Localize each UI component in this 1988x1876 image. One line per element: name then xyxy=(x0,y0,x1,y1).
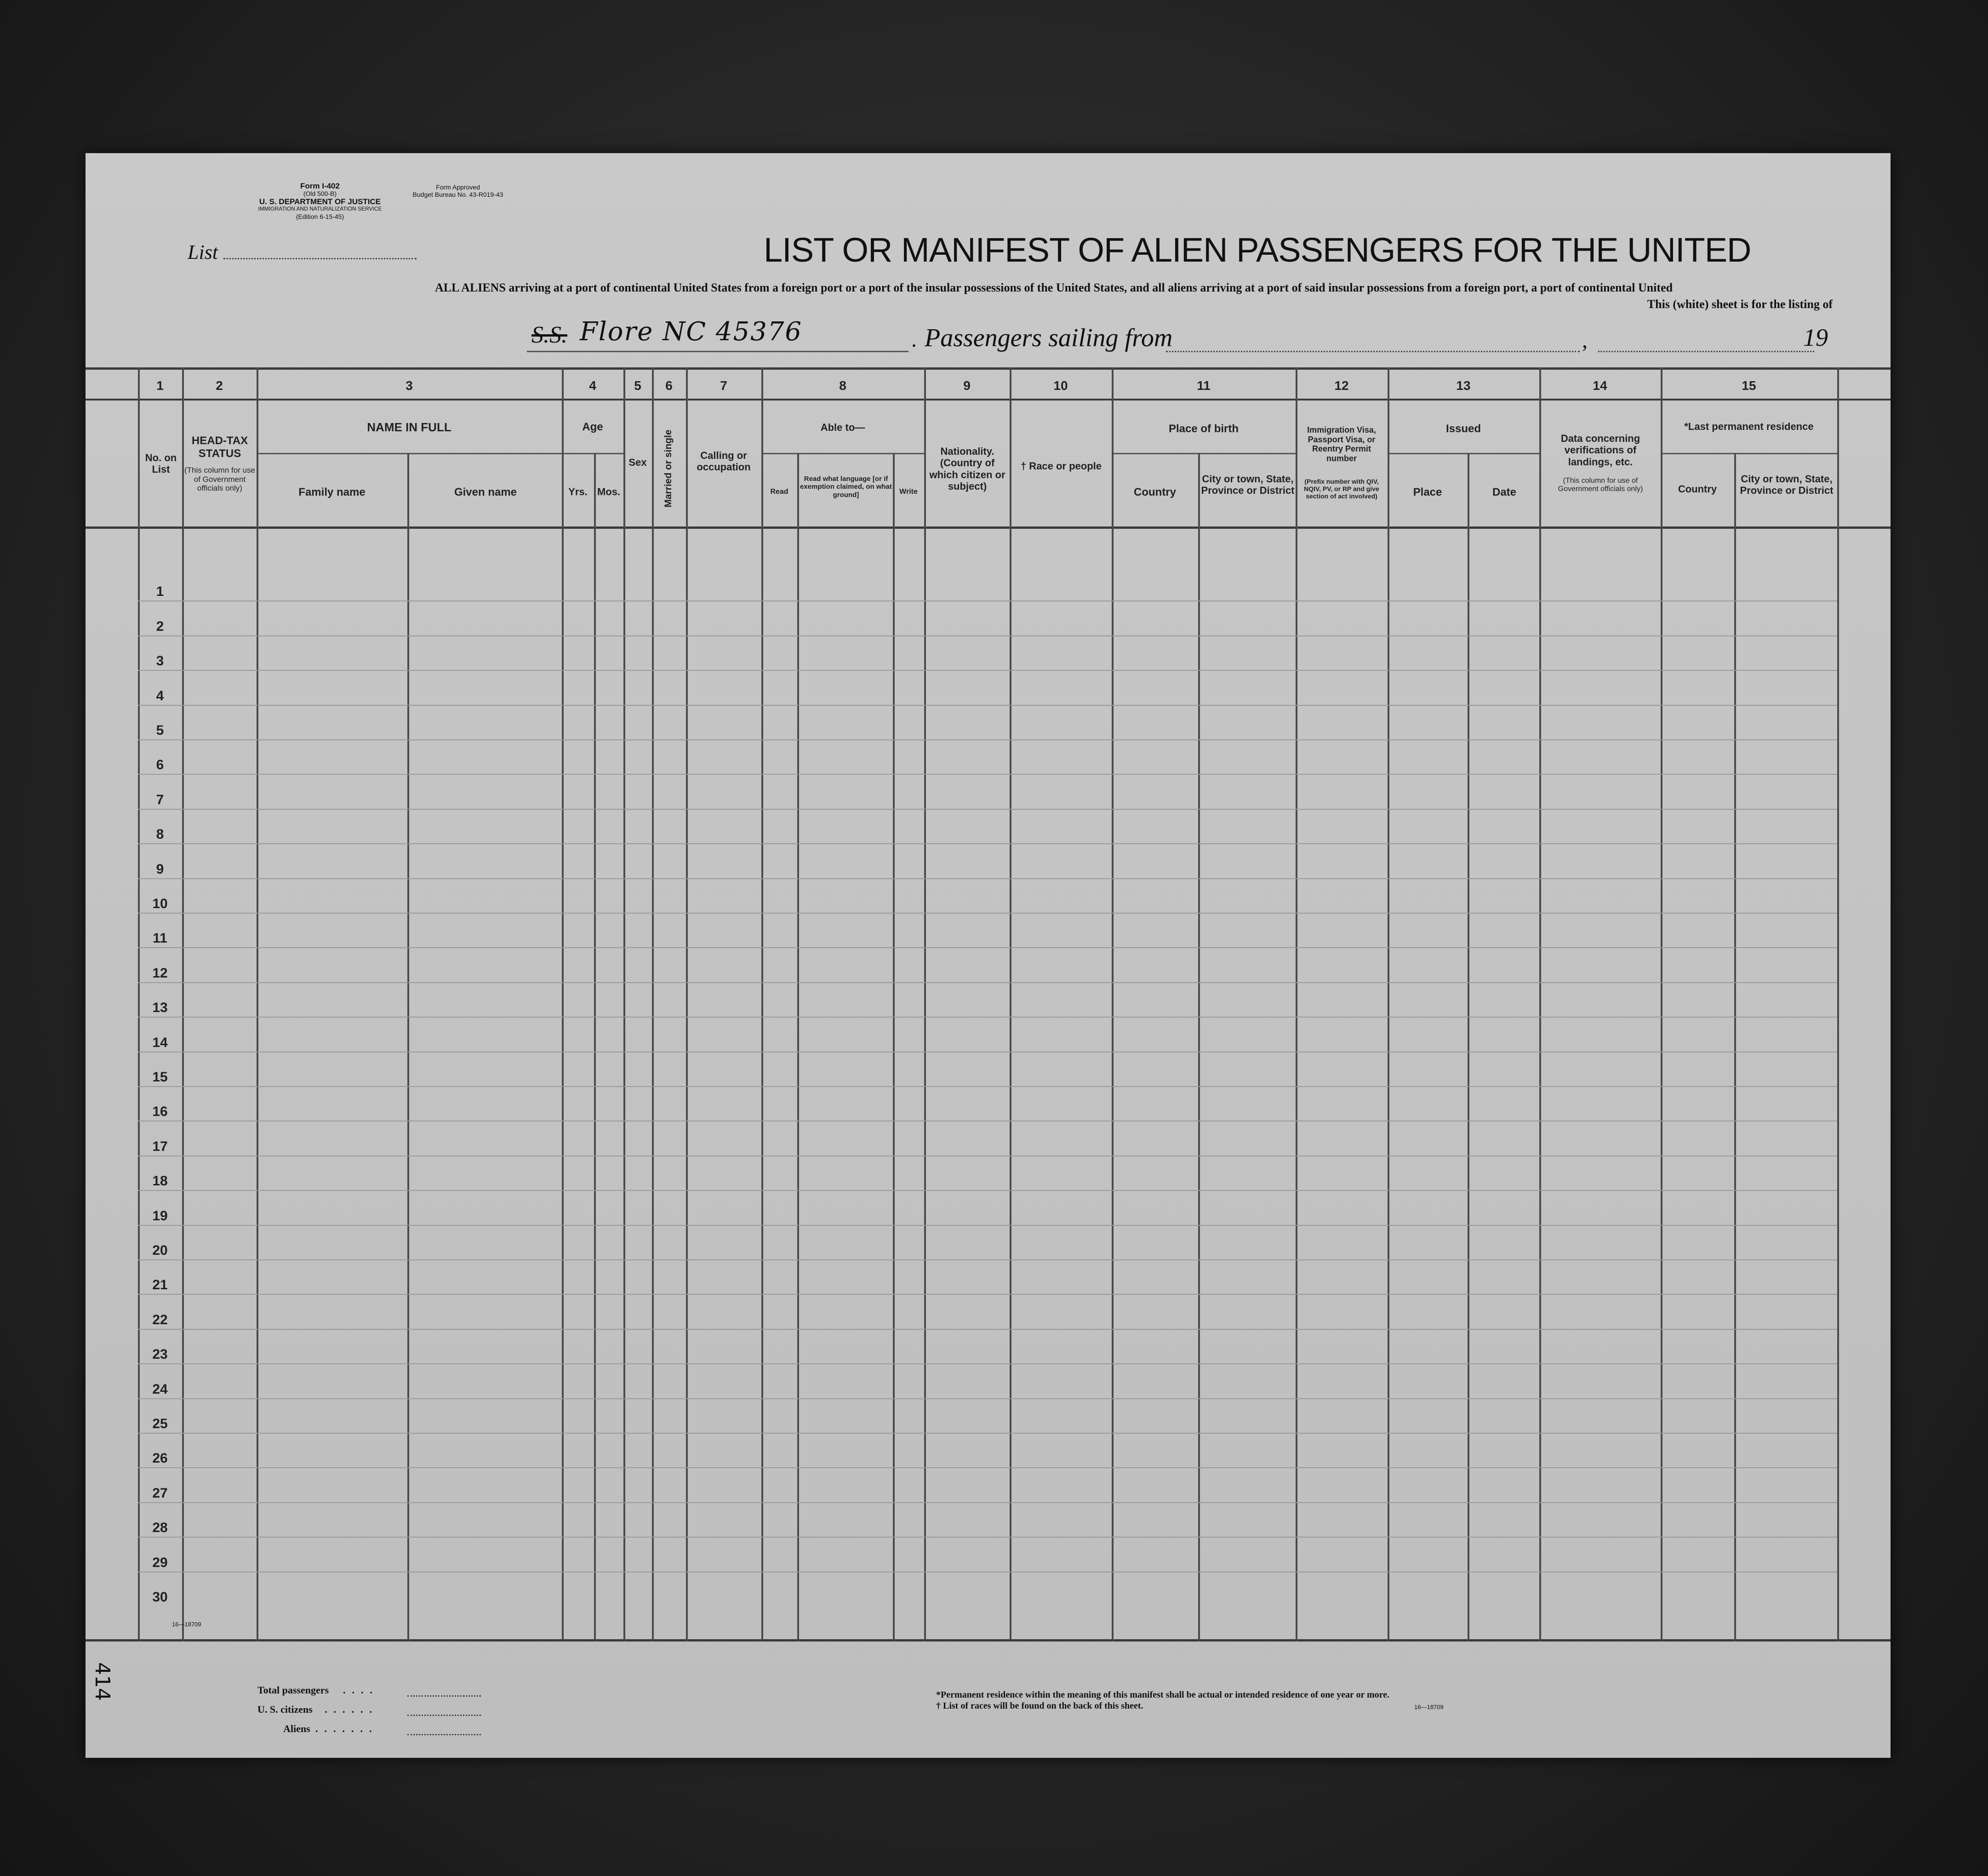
header-read-language: Read what language [or if exemption claimed, on what ground] xyxy=(800,475,892,499)
header-landings: Data concerning verifications of landings, etc. xyxy=(1560,433,1640,468)
header-birth-country: Country xyxy=(1134,486,1176,498)
header-residence-country: Country xyxy=(1678,483,1717,495)
row-rule xyxy=(138,1294,1837,1295)
list-label: List xyxy=(188,241,218,263)
row-number: 4 xyxy=(156,688,164,704)
col-number-12: 12 xyxy=(1334,378,1349,393)
header-age-yrs: Yrs. xyxy=(568,486,588,498)
sailing-from-port-line xyxy=(1166,351,1580,352)
col-line-i xyxy=(686,367,688,1641)
row-number: 19 xyxy=(152,1208,168,1224)
row-rule xyxy=(138,1086,1837,1087)
header-read: Read xyxy=(770,488,788,496)
row-rule xyxy=(138,1433,1837,1434)
col-line-b xyxy=(182,367,184,1641)
col-number-13: 13 xyxy=(1456,378,1471,393)
col-line-e xyxy=(562,367,564,1641)
row-number: 26 xyxy=(152,1451,168,1466)
header-birth-city: City or town, State, Province or District xyxy=(1201,473,1295,497)
row-number: 30 xyxy=(152,1590,168,1605)
row-rule xyxy=(138,1537,1837,1538)
header-issued: Issued xyxy=(1445,423,1481,435)
birth-subheader-rule xyxy=(1112,453,1296,454)
row-number: 11 xyxy=(153,931,167,946)
row-number: 10 xyxy=(152,896,168,911)
col-number-10: 10 xyxy=(1053,378,1068,393)
row-number: 6 xyxy=(156,757,164,773)
header-issued-date: Date xyxy=(1492,486,1517,498)
row-rule xyxy=(138,705,1837,706)
header-landings-note: (This column for use of Government officials only) xyxy=(1558,477,1643,493)
row-number: 5 xyxy=(156,723,164,738)
col-number-14: 14 xyxy=(1593,378,1607,393)
row-rule xyxy=(138,670,1837,671)
row-rule xyxy=(138,913,1837,914)
row-rule xyxy=(138,1155,1837,1156)
form-old-number: (Old 500-B) xyxy=(303,190,337,197)
sailing-comma: , xyxy=(1582,328,1588,353)
row-rule xyxy=(138,947,1837,948)
row-rule xyxy=(138,878,1837,879)
table-bottom-rule xyxy=(86,1639,1891,1642)
row-rule xyxy=(138,1572,1837,1573)
col-line-d xyxy=(407,453,409,1641)
col-line-a xyxy=(138,367,140,1641)
col-number-9: 9 xyxy=(963,378,971,393)
col-line-g xyxy=(623,367,625,1641)
table-top-rule xyxy=(86,367,1891,370)
col-line-v xyxy=(1734,453,1736,1641)
manifest-subtitle-line2: This (white) sheet is for the listing of xyxy=(1647,297,1833,311)
col-number-15: 15 xyxy=(1742,378,1756,393)
row-number: 15 xyxy=(152,1070,168,1085)
header-age-mos: Mos. xyxy=(597,486,621,498)
us-citizens-dots: ...... xyxy=(325,1704,378,1715)
footnote-races: † List of races will be found on the back of this sheet. xyxy=(936,1701,1143,1711)
col-line-t xyxy=(1539,367,1541,1641)
col-number-6: 6 xyxy=(665,378,673,393)
header-visa-note: (Prefix number with QIV, NQIV, PV, or RP and give section of act involved) xyxy=(1304,478,1379,500)
sailing-from-label: Passengers sailing from xyxy=(925,324,1173,352)
header-sex: Sex xyxy=(628,457,647,468)
row-rule xyxy=(138,635,1837,636)
col-line-s xyxy=(1468,453,1469,1641)
header-calling-occupation: Calling or occupation xyxy=(697,450,751,473)
row-rule xyxy=(138,982,1837,983)
us-citizens-label: U. S. citizens xyxy=(257,1704,313,1715)
header-family-name: Family name xyxy=(298,486,366,498)
col-number-1: 1 xyxy=(156,378,164,393)
form-approved: Form Approved xyxy=(436,183,480,191)
manifest-subtitle-line1: ALL ALIENS arriving at a port of continental United States from a foreign port or a port of the insular possessions of the United States, and all aliens arriving at a port of said insular possessions from a foreign port, a port of continental United xyxy=(435,281,1673,294)
col-line-o xyxy=(1112,367,1114,1641)
budget-bureau-number: Budget Bureau No. 43-R019-43 xyxy=(412,191,503,198)
row-number: 7 xyxy=(156,792,164,807)
col-number-11: 11 xyxy=(1197,378,1211,393)
list-number-line xyxy=(223,258,417,259)
row-rule xyxy=(138,1017,1837,1018)
manifest-sheet xyxy=(86,153,1891,1758)
col-number-4: 4 xyxy=(589,378,596,393)
row-number: 9 xyxy=(156,861,164,877)
manifest-title: LIST OR MANIFEST OF ALIEN PASSENGERS FOR THE UNITED xyxy=(764,231,1751,269)
row-number: 14 xyxy=(152,1035,168,1050)
column-number-rule xyxy=(86,399,1891,400)
row-number: 25 xyxy=(152,1416,168,1431)
row-rule xyxy=(138,1398,1837,1399)
header-nationality: Nationality. (Country of which citizen or subject) xyxy=(929,446,1005,492)
name-subheader-rule xyxy=(257,453,562,454)
footer-print-code: 16—18709 xyxy=(1414,1704,1444,1710)
aliens-dots: ....... xyxy=(315,1723,378,1734)
header-head-tax-note: (This column for use of Government officials only) xyxy=(184,466,255,493)
form-service: IMMIGRATION AND NATURALIZATION SERVICE xyxy=(258,206,382,212)
row-rule xyxy=(138,1259,1837,1260)
row-number: 27 xyxy=(152,1485,168,1501)
aliens-label: Aliens xyxy=(283,1723,310,1734)
table-print-code: 16—18709 xyxy=(172,1621,201,1628)
header-write: Write xyxy=(899,488,918,496)
header-place-of-birth: Place of birth xyxy=(1168,423,1239,435)
header-able-to: Able to— xyxy=(820,422,865,433)
vessel-period: . xyxy=(911,327,917,352)
row-rule xyxy=(138,843,1837,844)
vessel-prefix: S.S. xyxy=(531,322,567,348)
header-race: † Race or people xyxy=(1020,460,1102,472)
col-number-7: 7 xyxy=(720,378,727,393)
row-number: 20 xyxy=(152,1243,168,1258)
col-line-p xyxy=(1198,453,1200,1641)
row-number: 16 xyxy=(152,1104,168,1120)
row-number: 22 xyxy=(152,1312,168,1327)
row-number: 24 xyxy=(152,1381,168,1397)
col-line-k xyxy=(797,453,799,1641)
header-name-in-full: NAME IN FULL xyxy=(367,420,451,434)
row-rule xyxy=(138,1502,1837,1503)
row-number: 28 xyxy=(152,1520,168,1536)
col-number-2: 2 xyxy=(216,378,223,393)
row-number: 29 xyxy=(152,1555,168,1570)
us-citizens-line xyxy=(407,1715,481,1716)
sailing-date-line-2 xyxy=(1598,351,1814,352)
form-department: U. S. DEPARTMENT OF JUSTICE xyxy=(259,197,381,206)
row-rule xyxy=(138,1363,1837,1364)
row-number: 2 xyxy=(156,618,164,634)
row-rule xyxy=(138,1225,1837,1226)
col-line-u xyxy=(1661,367,1662,1641)
aliens-line xyxy=(407,1734,481,1735)
header-given-name: Given name xyxy=(454,486,517,498)
issued-subheader-rule xyxy=(1388,453,1539,454)
row-number: 18 xyxy=(152,1173,168,1189)
vessel-name-line xyxy=(527,351,908,352)
total-passengers-line xyxy=(407,1695,481,1697)
row-number: 21 xyxy=(152,1277,168,1293)
col-line-c xyxy=(257,367,258,1641)
header-last-residence: *Last permanent residence xyxy=(1684,421,1814,432)
footnote-permanent-residence: *Permanent residence within the meaning of this manifest shall be actual or intended residence of one year or more. xyxy=(936,1690,1390,1700)
header-bottom-rule xyxy=(86,526,1891,529)
col-number-3: 3 xyxy=(406,378,413,393)
header-head-tax-status: HEAD-TAX STATUS xyxy=(191,435,248,460)
age-subheader-rule xyxy=(562,453,623,454)
header-issued-place: Place xyxy=(1413,486,1442,498)
row-rule xyxy=(138,1190,1837,1191)
able-subheader-rule xyxy=(761,453,924,454)
header-residence-city: City or town, State, Province or District xyxy=(1740,473,1834,497)
row-number: 17 xyxy=(152,1138,168,1154)
form-edition: (Edition 6-15-45) xyxy=(296,213,344,220)
row-number: 13 xyxy=(152,1000,168,1016)
row-number: 3 xyxy=(156,653,164,669)
residence-subheader-rule xyxy=(1661,453,1837,454)
col-number-8: 8 xyxy=(839,378,846,393)
col-line-j xyxy=(761,367,763,1641)
row-rule xyxy=(138,809,1837,810)
row-rule xyxy=(138,1467,1837,1468)
row-number: 1 xyxy=(156,584,164,600)
col-line-r xyxy=(1388,367,1389,1641)
col-line-l xyxy=(893,453,895,1641)
row-number: 23 xyxy=(152,1347,168,1362)
row-rule xyxy=(138,1329,1837,1330)
col-line-n xyxy=(1010,367,1011,1641)
row-number: 8 xyxy=(156,827,164,842)
married-single-label: Married or single xyxy=(663,429,674,508)
row-rule xyxy=(138,774,1837,775)
col-number-5: 5 xyxy=(634,378,641,393)
row-rule xyxy=(138,739,1837,740)
year-prefix: 19 xyxy=(1803,324,1828,351)
row-number: 12 xyxy=(152,965,168,981)
header-visa: Immigration Visa, Passport Visa, or Reentry Permit number xyxy=(1307,425,1376,463)
col-line-h xyxy=(652,367,654,1641)
col-line-q xyxy=(1296,367,1297,1641)
side-handwriting: 414 xyxy=(91,1662,114,1701)
col-line-w xyxy=(1837,367,1839,1641)
col-line-m xyxy=(924,367,926,1641)
header-age: Age xyxy=(582,421,603,433)
col-line-f xyxy=(594,453,596,1641)
header-no-on-list: No. on List xyxy=(145,452,177,475)
total-passengers-label: Total passengers xyxy=(257,1684,329,1696)
vessel-name-handwritten: Flore NC 45376 xyxy=(580,317,802,347)
form-number: Form I-402 xyxy=(300,182,340,190)
total-passengers-dots: .... xyxy=(343,1684,379,1696)
